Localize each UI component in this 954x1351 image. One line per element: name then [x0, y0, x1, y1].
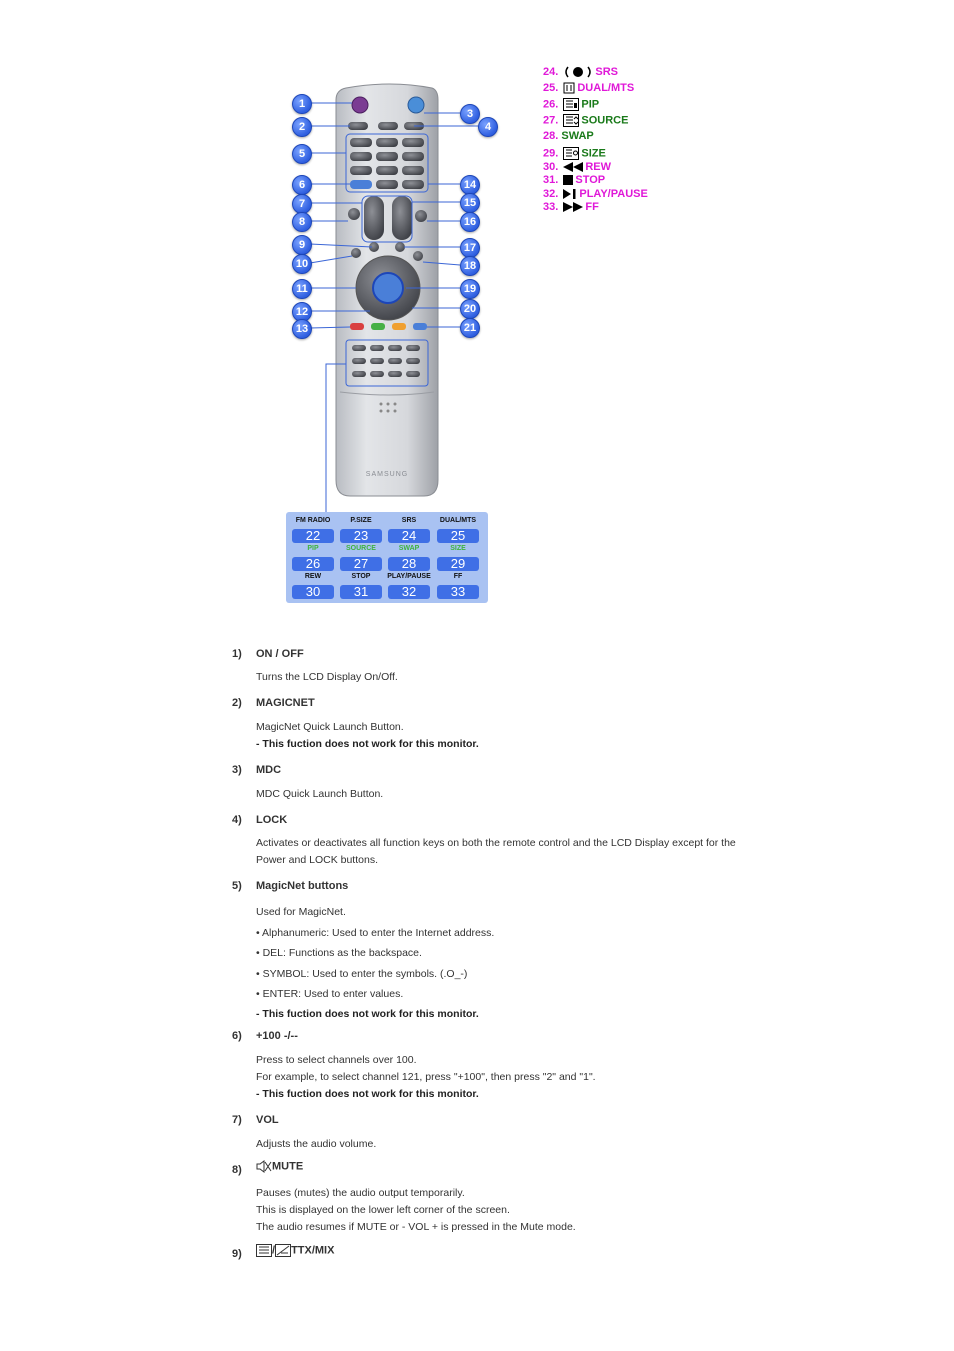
kt-label-dual-mts: DUAL/MTS: [439, 517, 477, 524]
kt-label-fm-radio: FM RADIO: [295, 517, 331, 524]
item-title-plus100: +100 -/--: [256, 1030, 298, 1042]
item-desc-vol: Adjusts the audio volume.: [256, 1138, 377, 1150]
kt-num-33: 33: [437, 585, 479, 599]
item-number-3: 3): [232, 764, 242, 776]
enter-button: [373, 273, 403, 303]
callout-1: 1: [292, 94, 312, 114]
callout-17: 17: [460, 238, 480, 258]
kt-num-32: 32: [388, 585, 430, 599]
brand-logo: SAMSUNG: [365, 471, 409, 478]
legend-item-28: 28. SWAP: [543, 130, 594, 142]
callout-2: 2: [292, 117, 312, 137]
kt-num-23: 23: [340, 529, 382, 543]
callout-3: 3: [460, 104, 480, 124]
item-title-mute: MUTE: [256, 1160, 303, 1173]
play-pause-icon: [563, 189, 577, 199]
item-title-magicnet: MAGICNET: [256, 697, 315, 709]
item-number-1: 1): [232, 648, 242, 660]
item-desc-lock: Activates or deactivates all function keys on both the remote control and the LCD Display except for the Power and LOCK buttons.: [256, 837, 736, 866]
stop-icon: [563, 175, 573, 185]
pip-icon: [563, 98, 579, 111]
key-number-table: [286, 512, 488, 603]
kt-num-30: 30: [292, 585, 334, 599]
rewind-icon: [563, 162, 583, 172]
kt-label-swap: SWAP: [398, 545, 420, 552]
kt-num-28: 28: [388, 557, 430, 571]
item-title-lock: LOCK: [256, 814, 288, 826]
kt-label-p-size: P.SIZE: [350, 517, 372, 524]
item-desc-magicnet: MagicNet Quick Launch Button. - This fuction does not work for this monitor.: [256, 719, 776, 753]
item-note-plus100: - This fuction does not work for this monitor.: [256, 1088, 479, 1100]
legend-item-29: 29. SIZE: [543, 147, 606, 160]
item-note-magicnet: - This fuction does not work for this monitor.: [256, 738, 479, 750]
item-title-mdc: MDC: [256, 764, 282, 776]
ch-rocker: [392, 196, 412, 240]
callout-10: 10: [292, 254, 312, 274]
kt-num-27: 27: [340, 557, 382, 571]
callout-14: 14: [460, 175, 480, 195]
callout-7: 7: [292, 194, 312, 214]
kt-num-26: 26: [292, 557, 334, 571]
item-number-5: 5): [232, 880, 242, 892]
callout-8: 8: [292, 212, 312, 232]
item-title-ttx-mix: / TTX/MIX: [256, 1244, 334, 1257]
item-number-2: 2): [232, 697, 242, 709]
item-title-magicnet-buttons: MagicNet buttons: [256, 880, 349, 892]
callout-6: 6: [292, 175, 312, 195]
mute-icon: [256, 1160, 272, 1173]
kt-num-22: 22: [292, 529, 334, 543]
kt-label-source: SOURCE: [346, 545, 376, 552]
mix-icon: [275, 1244, 291, 1257]
teletext-icon: [256, 1244, 272, 1257]
srs-icon: [563, 66, 593, 78]
callout-16: 16: [460, 212, 480, 232]
kt-label-srs: SRS: [401, 517, 417, 524]
item-title-on-off: ON / OFF: [256, 648, 304, 660]
item-number-8: 8): [232, 1164, 242, 1176]
item-number-7: 7): [232, 1114, 242, 1126]
callout-12: 12: [292, 302, 312, 322]
item-desc-magicnet-buttons: Used for MagicNet. • Alphanumeric: Used to enter the Internet address. • DEL: Functions as the backspace. • SYMBOL: Used to enter the symbols. (.O_-) • ENTER: Used to enter values. - This fuction does not work for this monitor.: [256, 902, 776, 1023]
callout-19: 19: [460, 279, 480, 299]
legend-item-33: 33. FF: [543, 201, 599, 213]
source-icon: [563, 114, 579, 127]
kt-num-25: 25: [437, 529, 479, 543]
legend-item-31: 31. STOP: [543, 174, 606, 186]
kt-label-rew: REW: [304, 573, 322, 580]
kt-label-stop: STOP: [351, 573, 371, 580]
kt-label-ff: FF: [453, 573, 463, 580]
item-number-9: 9): [232, 1248, 242, 1260]
callout-15: 15: [460, 193, 480, 213]
callout-11: 11: [292, 279, 312, 299]
item-number-6: 6): [232, 1030, 242, 1042]
kt-label-size: SIZE: [450, 545, 466, 552]
callout-5: 5: [292, 144, 312, 164]
legend-item-30: 30. REW: [543, 161, 612, 173]
kt-num-29: 29: [437, 557, 479, 571]
item-desc-mdc: MDC Quick Launch Button.: [256, 788, 384, 800]
callout-9: 9: [292, 235, 312, 255]
callout-18: 18: [460, 256, 480, 276]
callout-20: 20: [460, 299, 480, 319]
legend-item-25: 25. DUAL/MTS: [543, 82, 635, 94]
size-icon: [563, 147, 579, 160]
ctrl-button: [408, 97, 424, 113]
callout-21: 21: [460, 318, 480, 338]
item-number-4: 4): [232, 814, 242, 826]
item-note-magicnet-buttons: - This fuction does not work for this monitor.: [256, 1007, 479, 1020]
fast-forward-icon: [563, 202, 583, 212]
item-desc-on-off: Turns the LCD Display On/Off.: [256, 671, 398, 683]
kt-num-24: 24: [388, 529, 430, 543]
power-button: [352, 97, 368, 113]
vol-rocker: [364, 196, 384, 240]
kt-label-play-pause: PLAY/PAUSE: [387, 573, 431, 580]
legend-item-27: 27. SOURCE: [543, 114, 629, 127]
remote-control-figure: [0, 0, 954, 620]
callout-4: 4: [478, 117, 498, 137]
item-desc-plus100: Press to select channels over 100. For example, to select channel 121, press "+100", then press "2" and "1". - This fuction does not work for this monitor.: [256, 1052, 776, 1103]
item-desc-mute: Pauses (mutes) the audio output temporarily. This is displayed on the lower left corner of the screen. The audio resumes if MUTE or - VOL + is pressed in the Mute mode.: [256, 1187, 576, 1233]
dual-icon: [563, 82, 575, 94]
kt-num-31: 31: [340, 585, 382, 599]
kt-label-pip: PIP: [307, 545, 319, 552]
legend-item-32: 32. PLAY/PAUSE: [543, 188, 648, 200]
item-title-vol: VOL: [256, 1114, 279, 1126]
legend-item-26: 26. PIP: [543, 98, 600, 111]
callout-13: 13: [292, 319, 312, 339]
legend-item-24: 24. SRS: [543, 66, 618, 78]
